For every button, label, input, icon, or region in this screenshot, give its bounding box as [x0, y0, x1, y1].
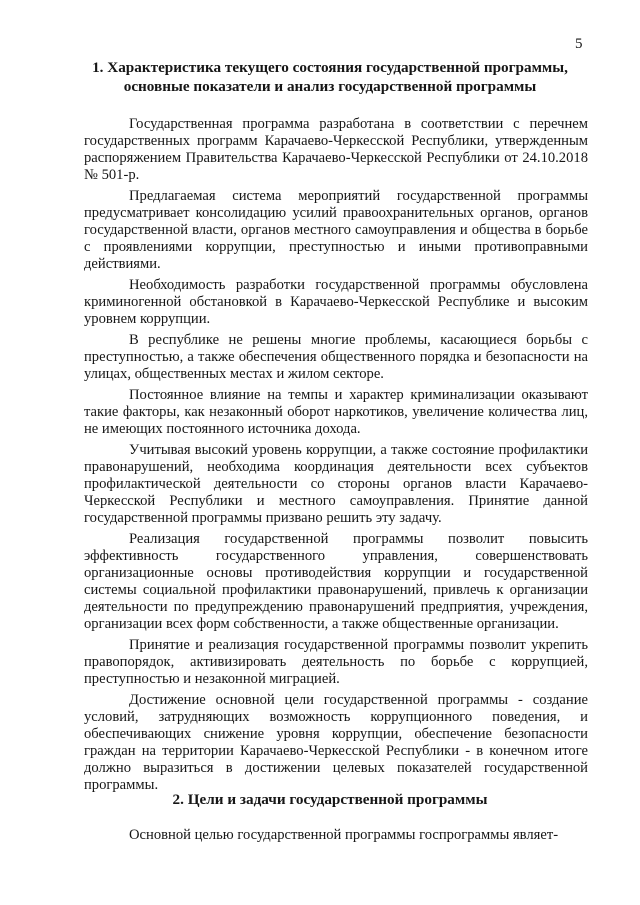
page-number: 5 [575, 36, 583, 52]
section-2-body [84, 827, 588, 848]
paragraph: В республике не решены многие проблемы, касающиеся борьбы с преступностью, а также обеспечения общественного порядка и безопасности на улицах, общественных местах и жилом секторе. [84, 332, 588, 382]
paragraph: Предлагаемая система мероприятий государственной программы предусматривает консолидацию усилий правоохранительных органов, органов государственной власти, органов местного самоуправления и общества в борьбе с проявлениями коррупции, преступностью и иными противоправными действиями. [84, 188, 588, 272]
paragraph: Принятие и реализация государственной программы позволит укрепить правопорядок, активизировать деятельность по борьбе с коррупцией, преступностью и незаконной миграцией. [84, 637, 588, 687]
paragraph: Постоянное влияние на темпы и характер криминализации оказывают такие факторы, как незаконный оборот наркотиков, увеличение количества лиц, не имеющих постоянного источника дохода. [84, 387, 588, 437]
section-1-heading-line-1: 1. Характеристика текущего состояния государственной программы, [92, 59, 568, 76]
section-2-heading: 2. Цели и задачи государственной программы [172, 791, 488, 808]
section-1-heading [80, 58, 580, 96]
paragraph: Учитывая высокий уровень коррупции, а также состояние профилактики правонарушений, необходима координация деятельности всех субъектов профилактической деятельности со стороны органов власти Карачаево-Черкесской Республики и местного самоуправления. Принятие данной государственной программы призвано решить эту задачу. [84, 442, 588, 526]
paragraph: Государственная программа разработана в соответствии с перечнем государственных программ Карачаево-Черкесской Республики, утвержденным распоряжением Правительства Карачаево-Черкесской Республики от 24.10.2018 № 501-р. [84, 116, 588, 183]
paragraph: Необходимость разработки государственной программы обусловлена криминогенной обстановкой в Карачаево-Черкесской Республике и высоким уровнем коррупции. [84, 277, 588, 327]
paragraph: Реализация государственной программы позволит повысить эффективность государственного управления, совершенствовать организационные основы противодействия коррупции и государственной системы социальной профилактики правонарушений, привлечь к организации деятельности по предупреждению правонарушений предприятия, учреждения, организации всех форм собственности, а также общественные организации. [84, 531, 588, 632]
section-1-heading-line-2: основные показатели и анализ государственной программы [123, 78, 537, 95]
section-1-body [84, 116, 588, 798]
paragraph: Достижение основной цели государственной программы - создание условий, затрудняющих возможность коррупционного поведения, и обеспечивающих снижение уровня коррупции, обеспечение безопасности граждан на территории Карачаево-Черкесской Республики - в конечном итоге должно выразиться в достижении целевых показателей государственной программы. [84, 692, 588, 793]
paragraph: Основной целью государственной программы госпрограммы являет- [129, 827, 559, 843]
